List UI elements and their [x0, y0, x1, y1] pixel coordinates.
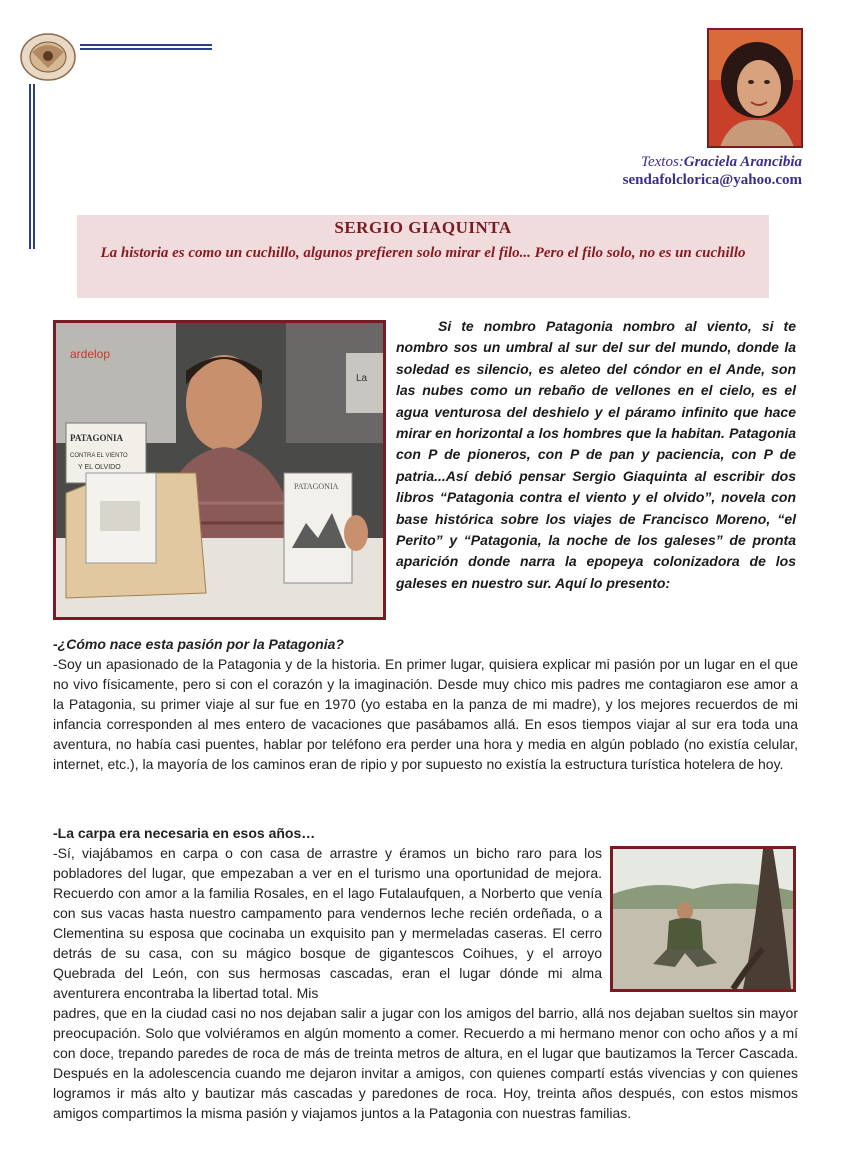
- title-band: [77, 215, 769, 298]
- main-photo-author-with-books: [53, 320, 386, 620]
- photo-author-sitting-by-tree: [610, 846, 796, 992]
- interview-question: -La carpa era necesaria en esos años…: [53, 825, 316, 841]
- interview-question: -¿Cómo nace esta pasión por la Patagonia?: [53, 636, 344, 652]
- background-sign-text: ardelop: [70, 347, 111, 361]
- author-portrait: [707, 28, 803, 148]
- credit-label: Textos:: [641, 154, 684, 170]
- author-credit: [623, 153, 802, 189]
- book-cover-title: PATAGONIA: [294, 482, 339, 491]
- decorative-double-line-horizontal: [80, 44, 212, 50]
- author-email: sendafolclorica@yahoo.com: [622, 172, 802, 188]
- shell-ornament-icon: [18, 30, 78, 84]
- credit-author-name: Graciela Arancibia: [683, 154, 802, 170]
- interview-answer-continued: padres, que en la ciudad casi no nos dejaban salir a jugar con los amigos del barrio, allá nos dejaban sueltos sin mayor preocupación. Solo que volviéramos en algún momento a comer. Recuerdo a mi hermano menor con ocho años y a mí con doce, trepando paredes de roca de más de treinta metros de altura, en el lugar que bautizamos la Tercer Cascada. Después en la adolescencia cuando me dejaron invitar a amigos, con quienes compartí estás vivencias y con quienes logramos ir más alto y bautizar más cascadas y paredones de roca. Hoy, treinta años después, con estos mismos amigos compartimos la misma pasión y viajamos juntos a la Patagonia con nuestras familias.: [53, 1005, 798, 1121]
- stand-subtitle: Y EL OLVIDO: [78, 464, 121, 471]
- article-subtitle-quote: La historia es como un cuchillo, algunos prefieren solo mirar el filo... Pero el filo solo, no es un cuchillo: [100, 245, 746, 261]
- background-sign-text: La: [356, 373, 368, 384]
- credit-line: [623, 153, 802, 171]
- interview-answer: -Sí, viajábamos en carpa o con casa de arrastre y éramos un bicho raro para los pobladores del lugar, que empezaban a ver en el turismo una oportunidad de mejora. Recuerdo con amor a la familia Rosales, en el lago Futalaufquen, a Norberto que venía con sus vacas hasta nuestro campamento para vendernos leche recién ordeñada, o a Clementina su esposa que cocinaba un exquisito pan y mermeladas caseras. El cerro detrás de su casa, con su mágico bosque de gigantescos Coihues, y el arroyo Quebrada del León, con sus hermosas cascadas, eran el lugar dónde mi alma aventurera encontraba la libertad total. Mis: [53, 845, 602, 1001]
- stand-subtitle: CONTRA EL VIENTO: [70, 453, 128, 459]
- decorative-double-line-vertical: [29, 84, 35, 249]
- intro-paragraph: Si te nombro Patagonia nombro al viento, si te nombro sos un umbral al sur del sur del mundo, donde la soledad es silencio, es aleteo del cóndor en el Ande, son las nubes como un rebaño de vellones en el cielo, es el agua venturosa del deshielo y el páramo infinito que hace mirar en horizontal a los hombres que la habitan. Patagonia con P de pioneros, con P de pan y paciencia, con P de patria...Así debió pensar Sergio Giaquinta al escribir dos libros “Patagonia contra el viento y el olvido”, novela con base histórica sobre los viajes de Francisco Moreno, “el Perito” y “Patagonia, la noche de los galeses” de pronta aparición donde narra la epopeya colonizadora de los galeses en nuestro sur. Aquí lo presento:: [396, 318, 796, 591]
- article-title: SERGIO GIAQUINTA: [334, 218, 512, 237]
- stand-label: PATAGONIA: [70, 433, 123, 443]
- interview-answer: -Soy un apasionado de la Patagonia y de la historia. En primer lugar, quisiera explicar mi pasión por un lugar en el que no vivo físicamente, pero si con el corazón y la imaginación. Desde muy chico mis padres me contagiaron ese amor a la Patagonia, su primer viaje al sur fue en 1970 (yo estaba en la panza de mi madre), y los mejores recuerdos de mi infancia corresponden al mes entero de vacaciones que pasábamos allá. En esos tiempos viajar al sur era toda una aventura, no había casi puentes, hablar por teléfono era perder una hora y media en algún poblado (no existía celular, internet, etc.), la mayoría de los caminos eran de ripio y por supuesto no existía la estructura turística hotelera de hoy.: [53, 656, 798, 772]
